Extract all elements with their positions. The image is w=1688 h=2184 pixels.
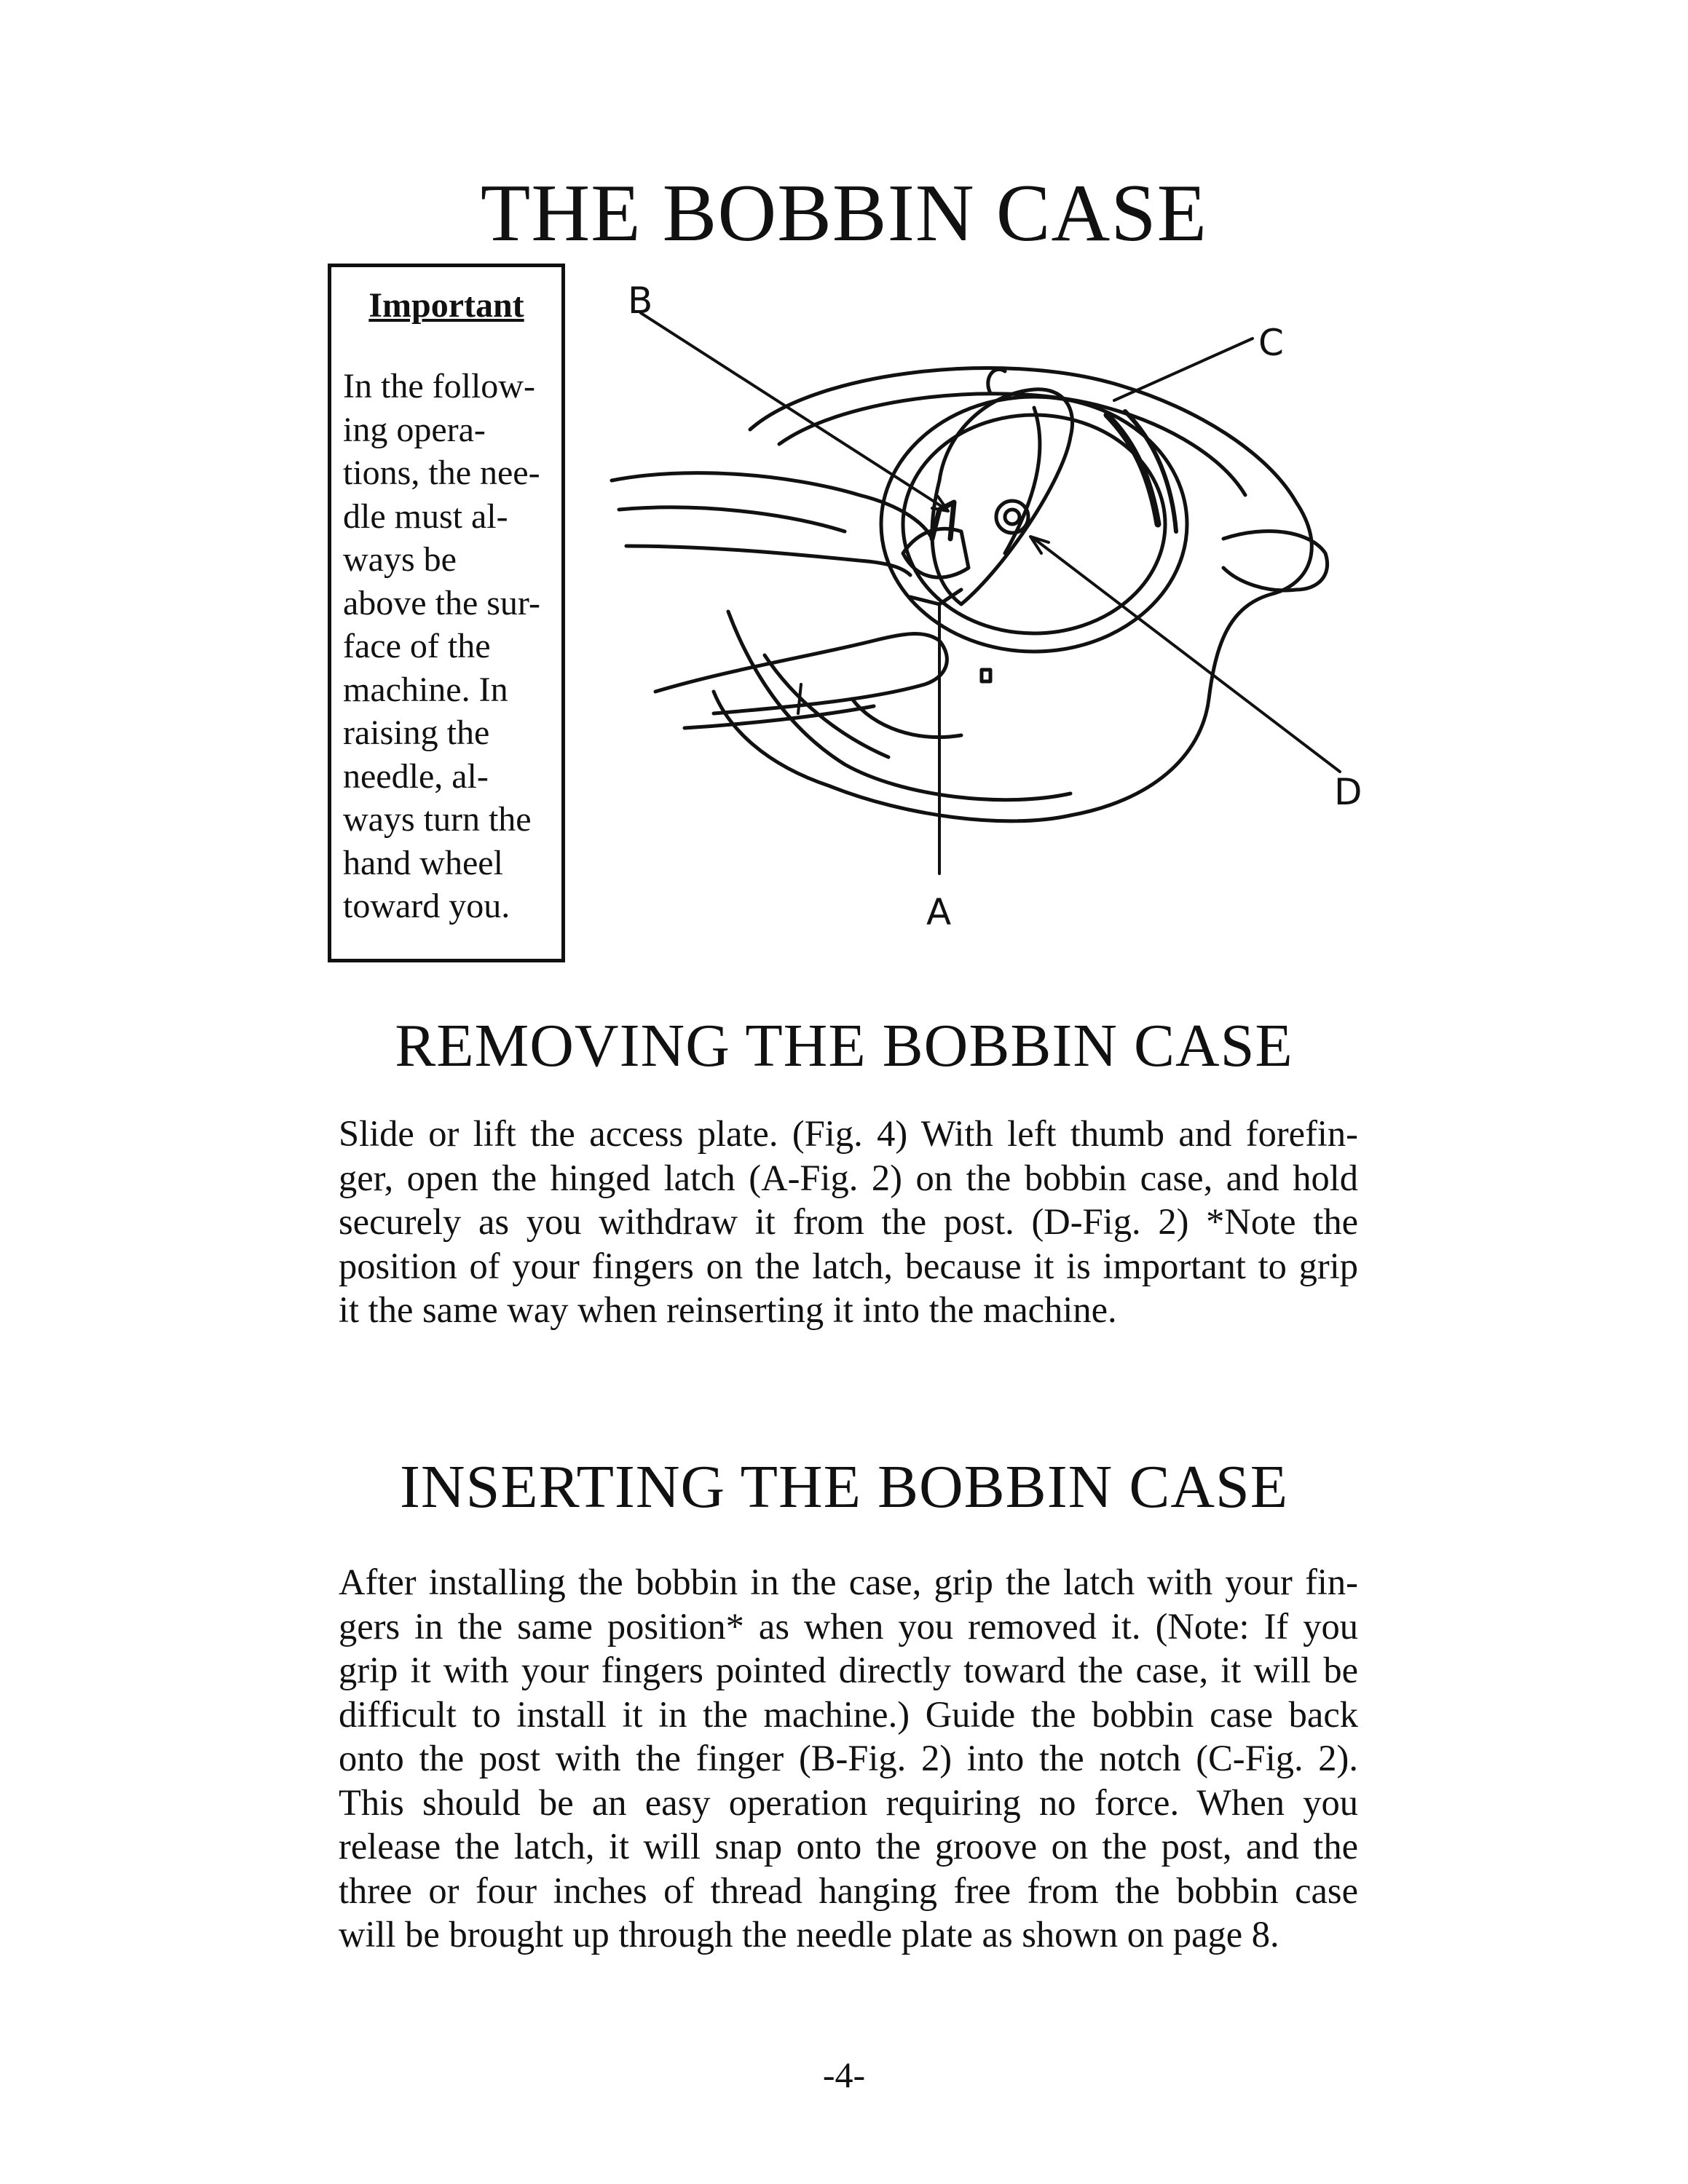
paragraph-line: it the same way when reinserting it into the machine. bbox=[339, 1289, 1117, 1330]
important-line: machine. In bbox=[343, 670, 508, 709]
machine-housing-outline bbox=[714, 368, 1312, 821]
paragraph-line: securely as you withdraw it from the post. (D-Fig. 2) *Note the bbox=[339, 1201, 1358, 1242]
leader-line-c bbox=[1114, 339, 1253, 400]
paragraph-line: three or four inches of thread hanging free from the bobbin case bbox=[339, 1870, 1358, 1911]
paragraph-line: grip it with your fingers pointed directly toward the case, it will be bbox=[339, 1650, 1358, 1690]
paragraph-line: position of your fingers on the latch, because it is important to grip bbox=[339, 1245, 1358, 1286]
paragraph-line: ger, open the hinged latch (A-Fig. 2) on the bobbin case, and hold bbox=[339, 1157, 1358, 1198]
important-line: hand wheel bbox=[343, 843, 503, 882]
page-number: -4- bbox=[822, 2054, 866, 2095]
important-line: In the follow- bbox=[343, 367, 535, 405]
label-c: C bbox=[1258, 322, 1284, 364]
paragraph-line: will be brought up through the needle plate as shown on page 8. bbox=[339, 1914, 1279, 1955]
removing-paragraph bbox=[339, 1112, 1358, 1332]
paragraph-line: After installing the bobbin in the case, grip the latch with your fin- bbox=[339, 1562, 1358, 1602]
important-line: face of the bbox=[343, 627, 491, 665]
paragraph-line: This should be an easy operation requiring no force. When you bbox=[339, 1781, 1358, 1823]
inserting-heading: INSERTING THE BOBBIN CASE bbox=[399, 1453, 1289, 1521]
bobbin-race bbox=[881, 397, 1187, 652]
important-note-box bbox=[328, 264, 565, 962]
important-line: tions, the nee- bbox=[343, 454, 540, 492]
paragraph-line: release the latch, it will snap onto the groove on the post, and the bbox=[339, 1826, 1358, 1867]
machine-housing-inner bbox=[779, 394, 1245, 495]
bobbin-case-illustration bbox=[597, 262, 1362, 961]
removing-heading: REMOVING THE BOBBIN CASE bbox=[395, 1012, 1293, 1080]
inserting-paragraph bbox=[339, 1560, 1358, 1957]
leader-line-d bbox=[1034, 539, 1340, 772]
paragraph-line: onto the post with the finger (B-Fig. 2) into the notch (C-Fig. 2). bbox=[339, 1738, 1358, 1779]
label-b: B bbox=[628, 280, 653, 322]
page-title: THE BOBBIN CASE bbox=[480, 168, 1208, 258]
important-line: toward you. bbox=[343, 887, 510, 925]
paragraph-line: difficult to install it in the machine.) Guide the bobbin case back bbox=[339, 1693, 1358, 1735]
label-d: D bbox=[1334, 771, 1362, 813]
important-line: needle, al- bbox=[343, 756, 489, 796]
important-line: raising the bbox=[343, 713, 490, 752]
important-line: ways turn the bbox=[343, 800, 532, 839]
important-line: above the sur- bbox=[343, 583, 540, 622]
bobbin-case bbox=[932, 389, 1073, 604]
label-a: A bbox=[926, 891, 952, 933]
important-line: dle must al- bbox=[343, 496, 508, 536]
paragraph-line: gers in the same position* as when you removed it. (Note: If you bbox=[339, 1605, 1358, 1647]
paragraph-line: Slide or lift the access plate. (Fig. 4) With left thumb and forefin- bbox=[339, 1113, 1358, 1154]
important-line: ing opera- bbox=[343, 410, 486, 449]
important-line: ways be bbox=[343, 540, 457, 579]
important-heading: Important bbox=[368, 286, 524, 325]
